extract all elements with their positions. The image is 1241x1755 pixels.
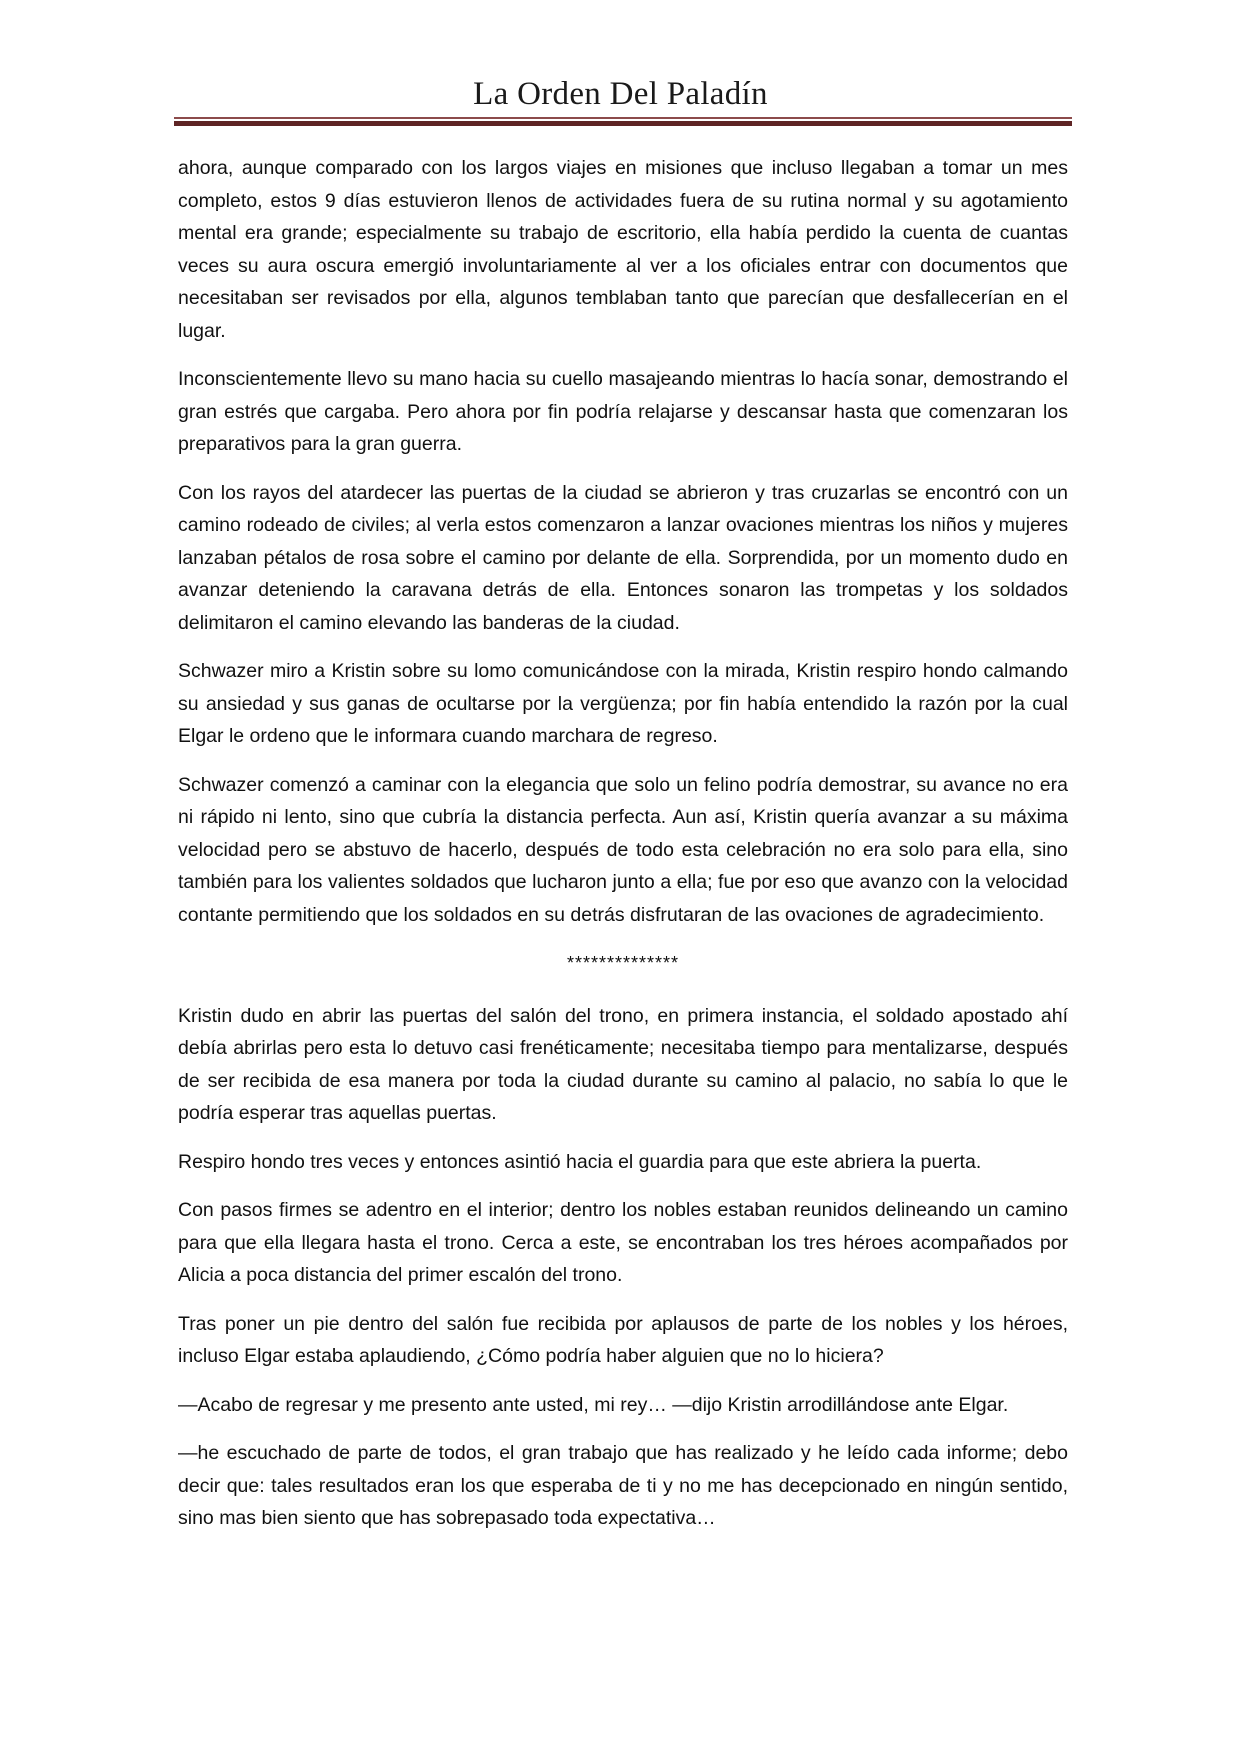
paragraph: ahora, aunque comparado con los largos viajes en misiones que incluso llegaban a tomar un mes completo, estos 9 días estuvieron llenos de actividades fuera de su rutina normal y su agotamiento mental era grande; especialmente su trabajo de escritorio, ella había perdido la cuenta de cuantas veces su aura oscura emergió involuntariamente al ver a los oficiales entrar con documentos que necesitaban ser revisados por ella, algunos temblaban tanto que parecían que desfallecerían en el lugar. <box>178 157 1068 342</box>
dialogue-paragraph: —Acabo de regresar y me presento ante usted, mi rey… —dijo Kristin arrodillándose ante Elgar. <box>178 1393 1009 1416</box>
document-body <box>178 152 1068 1551</box>
dialogue-paragraph: —he escuchado de parte de todos, el gran trabajo que has realizado y he leído cada informe; debo decir que: tales resultados eran los que esperaba de ti y no me has decepcionado en ningún sentido, sino mas bien siento que has sobrepasado toda expectativa… <box>178 1442 1068 1529</box>
header-rule-thin <box>174 117 1072 119</box>
header-rule-thick <box>174 121 1072 126</box>
page-header-title: La Orden Del Paladín <box>473 76 768 112</box>
paragraph: Con los rayos del atardecer las puertas de la ciudad se abrieron y tras cruzarlas se encontró con un camino rodeado de civiles; al verla estos comenzaron a lanzar ovaciones mientras los niños y mujeres lanzaban pétalos de rosa sobre el camino por delante de ella. Sorprendida, por un momento dudo en avanzar deteniendo la caravana detrás de ella. Entonces sonaron las trompetas y los soldados delimitaron el camino elevando las banderas de la ciudad. <box>178 481 1068 634</box>
paragraph: Respiro hondo tres veces y entonces asintió hacia el guardia para que este abriera la puerta. <box>178 1150 982 1173</box>
paragraph: Con pasos firmes se adentro en el interior; dentro los nobles estaban reunidos delineando un camino para que ella llegara hasta el trono. Cerca a este, se encontraban los tres héroes acompañados por Alicia a poca distancia del primer escalón del trono. <box>178 1199 1068 1286</box>
paragraph: Schwazer comenzó a caminar con la elegancia que solo un felino podría demostrar, su avance no era ni rápido ni lento, sino que cubría la distancia perfecta. Aun así, Kristin quería avanzar a su máxima velocidad pero se abstuvo de hacerlo, después de todo esta celebración no era solo para ella, sino también para los valientes soldados que lucharon junto a ella; fue por eso que avanzo con la velocidad contante permitiendo que los soldados en su detrás disfrutaran de las ovaciones de agradecimiento. <box>178 773 1068 926</box>
scene-separator: ************** <box>566 953 680 973</box>
paragraph: Inconscientemente llevo su mano hacia su cuello masajeando mientras lo hacía sonar, demostrando el gran estrés que cargaba. Pero ahora por fin podría relajarse y descansar hasta que comenzaran los preparativos para la gran guerra. <box>178 368 1068 455</box>
paragraph: Tras poner un pie dentro del salón fue recibida por aplausos de parte de los nobles y los héroes, incluso Elgar estaba aplaudiendo, ¿Cómo podría haber alguien que no lo hiciera? <box>178 1312 1068 1367</box>
paragraph: Schwazer miro a Kristin sobre su lomo comunicándose con la mirada, Kristin respiro hondo calmando su ansiedad y sus ganas de ocultarse por la vergüenza; por fin había entendido la razón por la cual Elgar le ordeno que le informara cuando marchara de regreso. <box>178 660 1068 747</box>
paragraph: Kristin dudo en abrir las puertas del salón del trono, en primera instancia, el soldado apostado ahí debía abrirlas pero esta lo detuvo casi frenéticamente; necesitaba tiempo para mentalizarse, después de ser recibida de esa manera por toda la ciudad durante su camino al palacio, no sabía lo que le podría esperar tras aquellas puertas. <box>178 1004 1068 1124</box>
